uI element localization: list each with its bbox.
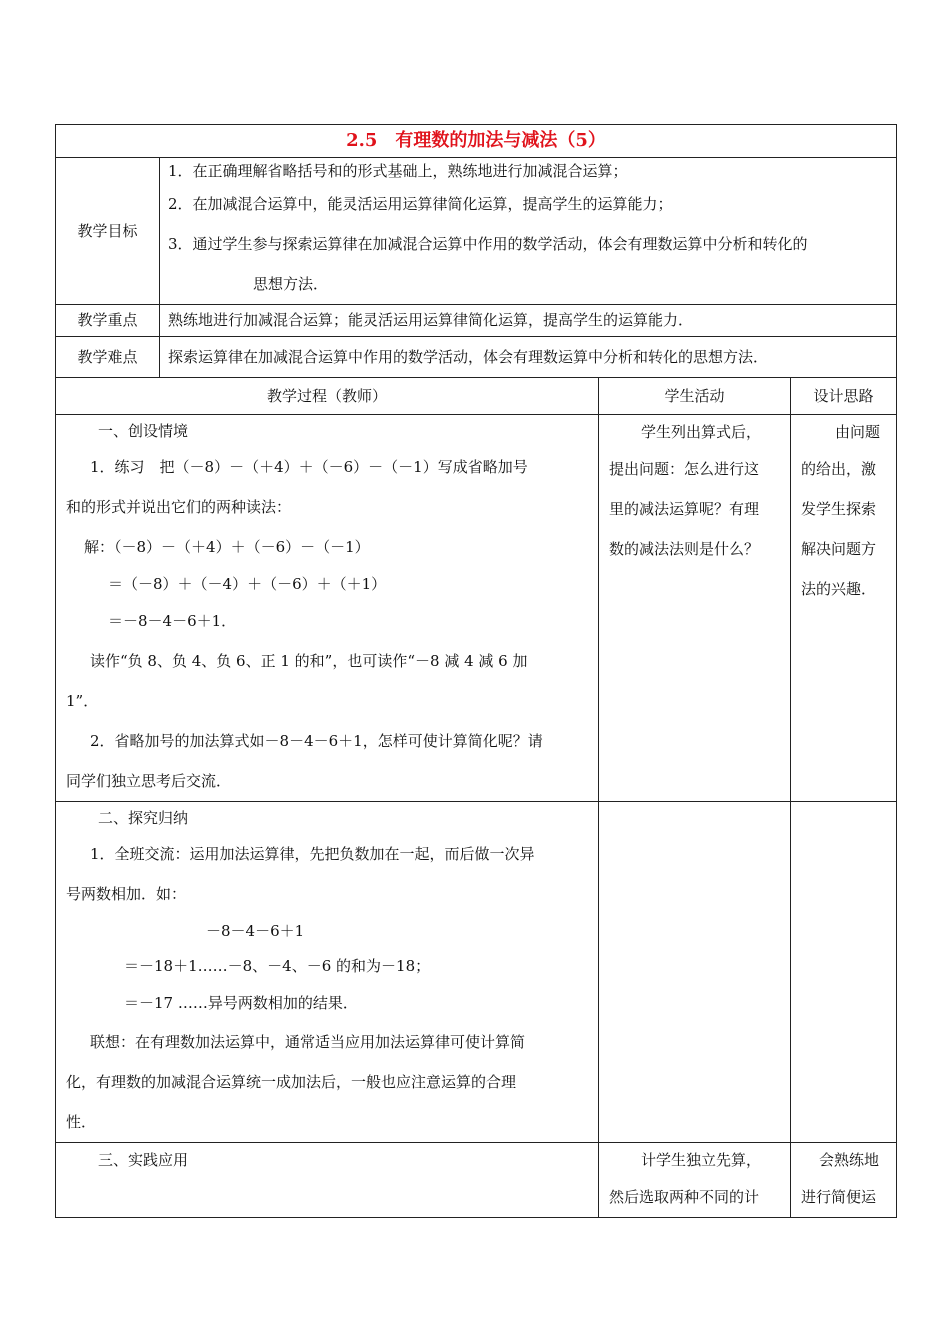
section2-design (791, 802, 897, 1143)
section-heading: 一、创设情境 (98, 422, 189, 440)
page-title: 2.5 有理数的加法与减法（5） (56, 125, 897, 158)
section1-student (599, 415, 791, 802)
process-line: 1．全班交流：运用加法运算律，先把负数加在一起，而后做一次异 (90, 845, 535, 863)
objectives-content (160, 158, 897, 305)
design-line: 发学生探索 (801, 500, 877, 518)
key-points-label: 教学重点 (56, 305, 160, 337)
difficulties-row (56, 337, 897, 378)
design-header: 设计思路 (791, 378, 897, 415)
design-line: 法的兴趣． (801, 580, 877, 598)
lesson-table (55, 124, 897, 1218)
process-line: 解：（－8）－（＋4）＋（－6）－（－1） (84, 538, 370, 556)
difficulties-text: 探索运算律在加减混合运算中作用的数学活动，体会有理数运算中分析和转化的思想方法． (160, 337, 897, 378)
student-line: 学生列出算式后， (641, 423, 762, 441)
difficulties-label: 教学难点 (56, 337, 160, 378)
process-line: 化，有理数的加减混合运算统一成加法后，一般也应注意运算的合理 (66, 1073, 517, 1091)
student-header: 学生活动 (599, 378, 791, 415)
title-row (56, 125, 897, 158)
section1-process (56, 415, 599, 802)
student-line: 计学生独立先算， (641, 1151, 762, 1169)
process-line: 1．练习 把（－8）－（＋4）＋（－6）－（－1）写成省略加号 (90, 458, 528, 476)
section1-row (56, 415, 897, 802)
key-points-row (56, 305, 897, 337)
section1-design (791, 415, 897, 802)
objective-item: 2．在加减混合运算中，能灵活运用运算律简化运算，提高学生的运算能力； (168, 195, 673, 213)
process-line: 同学们独立思考后交流． (66, 772, 232, 790)
process-line: 联想：在有理数加法运算中，通常适当应用加法运算律可使计算简 (90, 1033, 526, 1051)
design-line: 解决问题方 (801, 540, 877, 558)
section3-student (599, 1143, 791, 1218)
student-line: 然后选取两种不同的计 (609, 1188, 760, 1206)
process-line: ＝－17 ……异号两数相加的结果． (124, 994, 358, 1012)
section-heading: 二、探究归纳 (98, 809, 189, 827)
process-line: 1”． (66, 692, 99, 710)
objectives-label: 教学目标 (56, 158, 160, 305)
process-line: 和的形式并说出它们的两种读法： (66, 498, 292, 516)
student-line: 提出问题：怎么进行这 (609, 460, 760, 478)
process-line: ＝－18＋1……－8、－4、－6 的和为－18； (124, 957, 431, 975)
objective-item: 1．在正确理解省略括号和的形式基础上，熟练地进行加减混合运算； (168, 162, 628, 180)
header-row (56, 378, 897, 415)
process-line: 性． (66, 1113, 97, 1131)
process-line: 2．省略加号的加法算式如－8－4－6＋1，怎样可使计算简化呢？请 (90, 732, 543, 750)
process-line: 读作“负 8、负 4、负 6、正 1 的和”，也可读作“－8 减 4 减 6 加 (90, 652, 528, 670)
section2-student (599, 802, 791, 1143)
key-points-text: 熟练地进行加减混合运算；能灵活运用运算律简化运算，提高学生的运算能力． (160, 305, 897, 337)
section3-design (791, 1143, 897, 1218)
objective-item: 3．通过学生参与探索运算律在加减混合运算中作用的数学活动，体会有理数运算中分析和转化的 (168, 235, 808, 253)
process-line: 号两数相加．如： (66, 885, 187, 903)
objective-item: 思想方法． (253, 275, 329, 293)
section2-row (56, 802, 897, 1143)
process-header: 教学过程（教师） (56, 378, 599, 415)
process-line: ＝－8－4－6＋1． (108, 612, 237, 630)
design-line: 的给出，激 (801, 460, 877, 478)
design-line: 由问题 (835, 423, 881, 441)
design-line: 会熟练地 (819, 1151, 880, 1169)
section2-process (56, 802, 599, 1143)
student-line: 数的减法法则是什么？ (609, 540, 760, 558)
process-line: ＝（－8）＋（－4）＋（－6）＋（＋1） (108, 575, 387, 593)
section3-row (56, 1143, 897, 1218)
lesson-plan (55, 124, 896, 1218)
design-line: 进行简便运 (801, 1188, 877, 1206)
process-line: －8－4－6＋1 (206, 922, 305, 940)
student-line: 里的减法运算呢？有理 (609, 500, 760, 518)
section-heading: 三、实践应用 (98, 1151, 189, 1169)
section3-process (56, 1143, 599, 1218)
objectives-row (56, 158, 897, 305)
